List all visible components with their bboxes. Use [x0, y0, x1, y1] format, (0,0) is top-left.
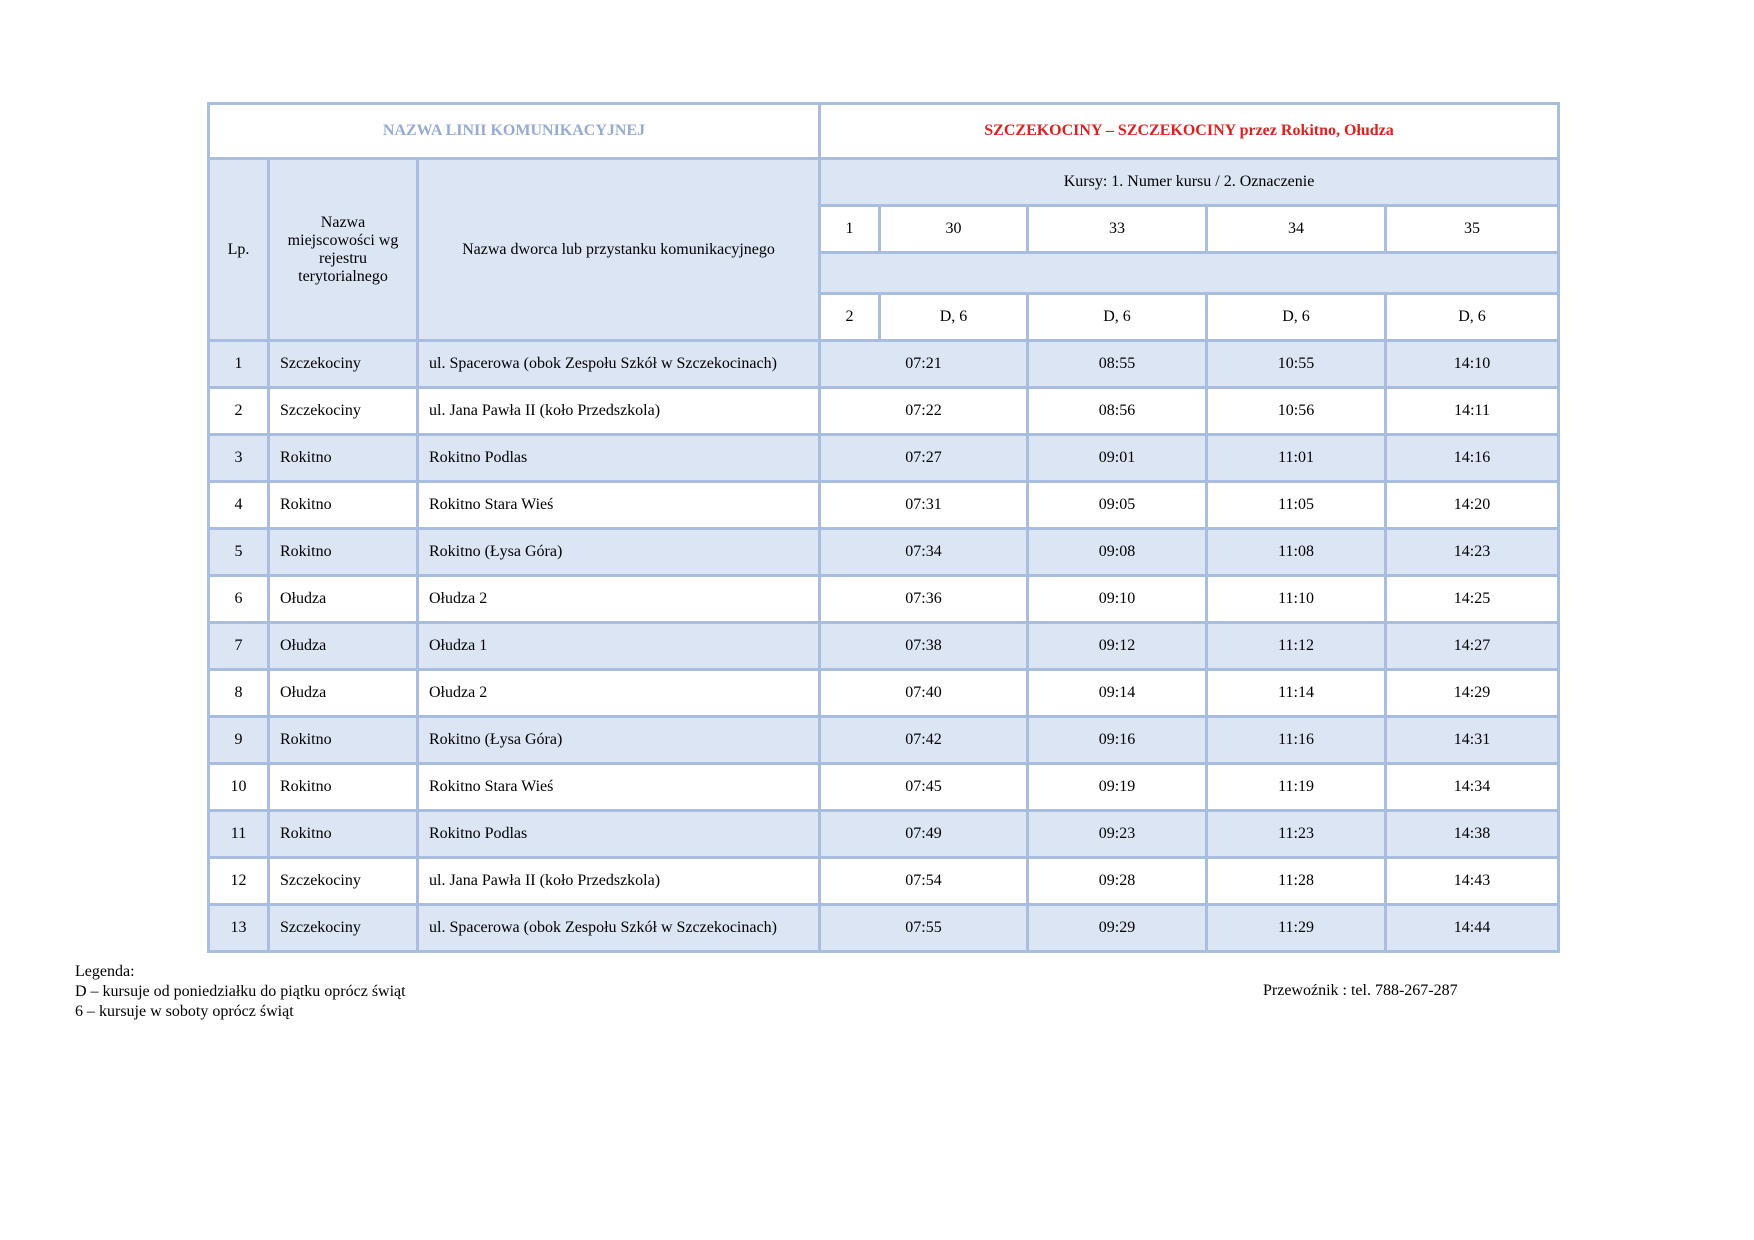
- course-mark: D, 6: [880, 294, 1028, 341]
- header-lp: Lp.: [209, 159, 269, 341]
- row-time: 07:38: [820, 623, 1028, 670]
- carrier-phone: Przewoźnik : tel. 788-267-287: [1263, 982, 1458, 999]
- row-time: 14:16: [1386, 435, 1559, 482]
- row-lp: 5: [209, 529, 269, 576]
- course-mark: D, 6: [1207, 294, 1386, 341]
- row-lp: 3: [209, 435, 269, 482]
- table-row: [209, 670, 1559, 717]
- row-lp: 2: [209, 388, 269, 435]
- row-time: 14:44: [1386, 905, 1559, 952]
- table-row: [209, 858, 1559, 905]
- table-row: [209, 529, 1559, 576]
- row-stop: Rokitno Podlas: [418, 435, 820, 482]
- row-lp: 11: [209, 811, 269, 858]
- row-time: 11:16: [1207, 717, 1386, 764]
- course-mark: D, 6: [1028, 294, 1207, 341]
- row-stop: Ołudza 1: [418, 623, 820, 670]
- row-stop: Rokitno Stara Wieś: [418, 764, 820, 811]
- row-stop: Rokitno (Łysa Góra): [418, 717, 820, 764]
- row-time: 07:45: [820, 764, 1028, 811]
- row-time: 09:29: [1028, 905, 1207, 952]
- row-time: 07:21: [820, 341, 1028, 388]
- legend: [75, 962, 406, 1022]
- row-town: Szczekociny: [269, 858, 418, 905]
- row-lp: 1: [209, 341, 269, 388]
- row-town: Rokitno: [269, 717, 418, 764]
- header-stop: Nazwa dworca lub przystanku komunikacyjnego: [418, 159, 820, 341]
- row-time: 11:14: [1207, 670, 1386, 717]
- row-time: 11:23: [1207, 811, 1386, 858]
- row-time: 11:19: [1207, 764, 1386, 811]
- row-time: 14:34: [1386, 764, 1559, 811]
- row-time: 07:31: [820, 482, 1028, 529]
- row-time: 11:12: [1207, 623, 1386, 670]
- course-mark-label: 2: [820, 294, 880, 341]
- row-town: Rokitno: [269, 529, 418, 576]
- row-time: 07:54: [820, 858, 1028, 905]
- row-town: Rokitno: [269, 482, 418, 529]
- row-time: 08:55: [1028, 341, 1207, 388]
- row-time: 07:27: [820, 435, 1028, 482]
- row-time: 14:38: [1386, 811, 1559, 858]
- row-time: 09:16: [1028, 717, 1207, 764]
- row-lp: 4: [209, 482, 269, 529]
- row-time: 14:23: [1386, 529, 1559, 576]
- row-time: 14:11: [1386, 388, 1559, 435]
- legend-line-6: 6 – kursuje w soboty oprócz świąt: [75, 1003, 294, 1020]
- row-time: 08:56: [1028, 388, 1207, 435]
- table-row: [209, 576, 1559, 623]
- row-time: 11:29: [1207, 905, 1386, 952]
- row-time: 07:55: [820, 905, 1028, 952]
- course-number: 35: [1386, 206, 1559, 253]
- row-time: 11:05: [1207, 482, 1386, 529]
- row-stop: ul. Jana Pawła II (koło Przedszkola): [418, 858, 820, 905]
- table-row: [209, 341, 1559, 388]
- course-number: 34: [1207, 206, 1386, 253]
- row-time: 09:05: [1028, 482, 1207, 529]
- row-time: 07:36: [820, 576, 1028, 623]
- row-time: 10:55: [1207, 341, 1386, 388]
- header-town: Nazwa miejscowości wg rejestru terytorialnego: [269, 159, 418, 341]
- course-number-label: 1: [820, 206, 880, 253]
- row-stop: ul. Spacerowa (obok Zespołu Szkół w Szczekocinach): [418, 905, 820, 952]
- course-number: 30: [880, 206, 1028, 253]
- row-town: Szczekociny: [269, 388, 418, 435]
- header-spacer: [820, 253, 1559, 294]
- row-lp: 6: [209, 576, 269, 623]
- row-time: 07:49: [820, 811, 1028, 858]
- row-time: 09:10: [1028, 576, 1207, 623]
- row-lp: 10: [209, 764, 269, 811]
- row-town: Szczekociny: [269, 341, 418, 388]
- table-row: [209, 811, 1559, 858]
- row-town: Rokitno: [269, 435, 418, 482]
- row-time: 09:14: [1028, 670, 1207, 717]
- row-time: 14:43: [1386, 858, 1559, 905]
- line-name-label: NAZWA LINII KOMUNIKACYJNEJ: [209, 104, 820, 159]
- row-town: Rokitno: [269, 764, 418, 811]
- timetable: [207, 102, 1560, 953]
- row-time: 07:22: [820, 388, 1028, 435]
- row-stop: ul. Spacerowa (obok Zespołu Szkół w Szczekocinach): [418, 341, 820, 388]
- row-time: 10:56: [1207, 388, 1386, 435]
- row-time: 11:08: [1207, 529, 1386, 576]
- row-time: 14:10: [1386, 341, 1559, 388]
- row-time: 14:29: [1386, 670, 1559, 717]
- row-stop: Rokitno Podlas: [418, 811, 820, 858]
- row-time: 09:19: [1028, 764, 1207, 811]
- course-mark: D, 6: [1386, 294, 1559, 341]
- row-time: 09:12: [1028, 623, 1207, 670]
- row-stop: Ołudza 2: [418, 576, 820, 623]
- table-row: [209, 388, 1559, 435]
- row-town: Ołudza: [269, 670, 418, 717]
- legend-line-d: D – kursuje od poniedziałku do piątku oprócz świąt: [75, 983, 406, 1000]
- table-row: [209, 717, 1559, 764]
- line-name-value: SZCZEKOCINY – SZCZEKOCINY przez Rokitno, Ołudza: [820, 104, 1559, 159]
- row-stop: ul. Jana Pawła II (koło Przedszkola): [418, 388, 820, 435]
- table-row: [209, 905, 1559, 952]
- table-row: [209, 764, 1559, 811]
- row-time: 11:10: [1207, 576, 1386, 623]
- row-lp: 12: [209, 858, 269, 905]
- row-town: Ołudza: [269, 623, 418, 670]
- row-town: Szczekociny: [269, 905, 418, 952]
- row-town: Rokitno: [269, 811, 418, 858]
- row-time: 09:28: [1028, 858, 1207, 905]
- row-time: 07:40: [820, 670, 1028, 717]
- table-row: [209, 435, 1559, 482]
- row-town: Ołudza: [269, 576, 418, 623]
- row-time: 11:01: [1207, 435, 1386, 482]
- row-lp: 8: [209, 670, 269, 717]
- row-time: 07:34: [820, 529, 1028, 576]
- row-stop: Ołudza 2: [418, 670, 820, 717]
- row-time: 14:25: [1386, 576, 1559, 623]
- row-time: 14:27: [1386, 623, 1559, 670]
- row-lp: 13: [209, 905, 269, 952]
- table-row: [209, 482, 1559, 529]
- course-number: 33: [1028, 206, 1207, 253]
- row-stop: Rokitno Stara Wieś: [418, 482, 820, 529]
- header-courses: Kursy: 1. Numer kursu / 2. Oznaczenie: [820, 159, 1559, 206]
- row-time: 07:42: [820, 717, 1028, 764]
- row-time: 09:01: [1028, 435, 1207, 482]
- row-time: 09:23: [1028, 811, 1207, 858]
- table-row: [209, 623, 1559, 670]
- row-lp: 7: [209, 623, 269, 670]
- row-stop: Rokitno (Łysa Góra): [418, 529, 820, 576]
- row-time: 14:31: [1386, 717, 1559, 764]
- row-lp: 9: [209, 717, 269, 764]
- row-time: 09:08: [1028, 529, 1207, 576]
- row-time: 11:28: [1207, 858, 1386, 905]
- row-time: 14:20: [1386, 482, 1559, 529]
- legend-title: Legenda:: [75, 963, 135, 980]
